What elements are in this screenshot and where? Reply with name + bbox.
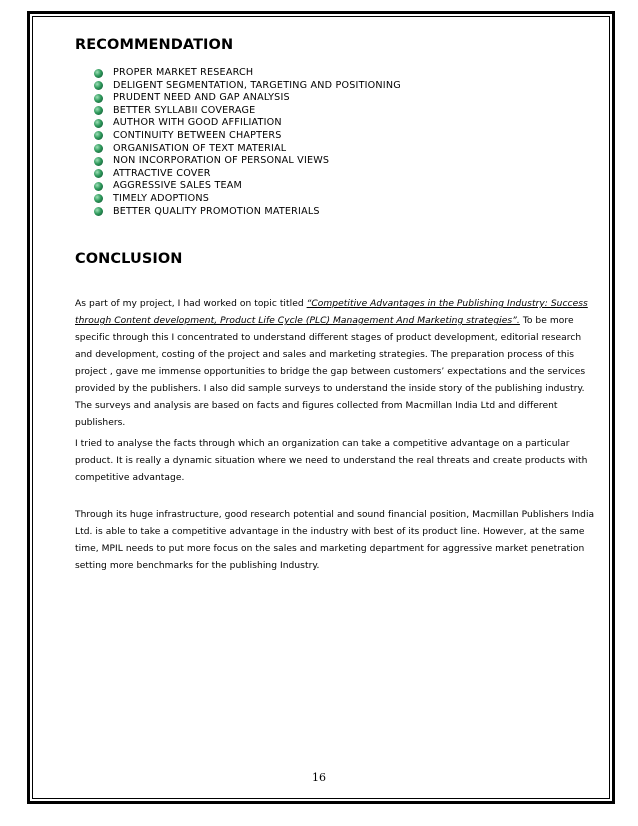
list-item-text: TIMELY ADOPTIONS [113,192,210,204]
recommendation-list [92,67,401,218]
list-item [92,80,401,93]
bullet-icon [94,131,103,140]
conclusion-paragraph-3: Through its huge infrastructure, good research potential and sound financial position, Macmillan Publishers India Ltd. is able to take a competitive advantage in the industry with best of its product line. However, at the same time, MPIL needs to put more focus on the sales and marketing department for aggressive market penetration setting more benchmarks for the publishing Industry. [75,510,595,571]
list-item-text: AUTHOR WITH GOOD AFFILIATION [113,117,282,129]
paragraph-lead-text: As part of my project, I had worked on topic titled [75,299,307,309]
bullet-icon [94,144,103,153]
bullet-icon [94,169,103,178]
bullet-icon [94,69,103,78]
bullet-icon [94,94,103,103]
list-item-text: ORGANISATION OF TEXT MATERIAL [113,142,287,154]
list-item-text: PROPER MARKET RESEARCH [113,67,254,78]
conclusion-paragraph-1 [75,296,595,432]
list-item-text: AGGRESSIVE SALES TEAM [113,180,243,192]
list-item [92,67,401,80]
list-item [92,168,401,181]
bullet-icon [94,157,103,166]
conclusion-paragraph-2: I tried to analyse the facts through which an organization can take a competitive advantage on a particular product. It is really a dynamic situation where we need to understand the real threats and create products with competitive advantage. [75,439,588,483]
list-item [92,143,401,156]
list-item [92,180,401,193]
list-item [92,105,401,118]
list-item-text: NON INCORPORATION OF PERSONAL VIEWS [113,155,330,167]
project-title-text: “Competitive Advantages in the Publishing Industry: Success through Content development, Product Life Cycle (PLC) Management And Marketing strategies”. [75,299,588,326]
list-item [92,92,401,105]
list-item [92,155,401,168]
conclusion-heading: CONCLUSION [75,251,183,267]
list-item-text: BETTER QUALITY PROMOTION MATERIALS [113,205,320,217]
list-item-text: PRUDENT NEED AND GAP ANALYSIS [113,92,290,104]
list-item-text: CONTINUITY BETWEEN CHAPTERS [113,129,282,141]
list-item [92,206,401,219]
bullet-icon [94,106,103,115]
list-item [92,117,401,130]
bullet-icon [94,194,103,203]
paragraph-body-text: To be more specific through this I concentrated to understand different stages of product development, editorial research and development, costing of the project and sales and marketing strategies. The preparation process of this project , gave me immense opportunities to bridge the gap between customers’ expectations and the services provided by the publishers. I also did sample surveys to understand the inside story of the publishing industry. The surveys and analysis are based on facts and figures collected from Macmillan India Ltd and different publishers. [75,316,586,428]
page-number: 16 [312,771,326,784]
bullet-icon [94,182,103,191]
list-item [92,193,401,206]
bullet-icon [94,207,103,216]
bullet-icon [94,81,103,90]
bullet-icon [94,119,103,128]
list-item-text: BETTER SYLLABII COVERAGE [113,104,256,116]
list-item-text: DELIGENT SEGMENTATION, TARGETING AND POSITIONING [113,79,401,91]
list-item-text: ATTRACTIVE COVER [113,167,211,179]
list-item [92,130,401,143]
recommendation-heading: RECOMMENDATION [75,37,234,53]
